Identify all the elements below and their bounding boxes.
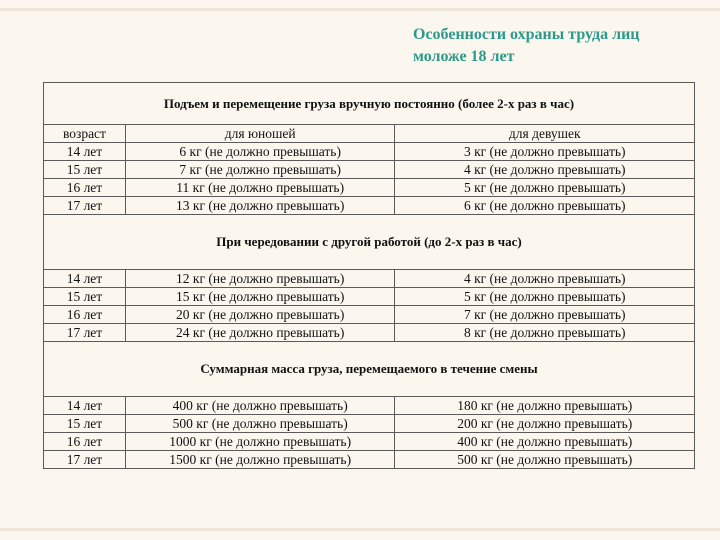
table-row (44, 415, 695, 433)
girls-cell: 4 кг (не должно превышать) (395, 270, 695, 288)
boys-cell: 1000 кг (не должно превышать) (125, 433, 395, 451)
girls-cell: 500 кг (не должно превышать) (395, 451, 695, 469)
age-cell: 15 лет (44, 288, 126, 306)
boys-cell: 1500 кг (не должно превышать) (125, 451, 395, 469)
table-row (44, 143, 695, 161)
boys-cell: 12 кг (не должно превышать) (125, 270, 395, 288)
table-row (44, 197, 695, 215)
girls-cell: 400 кг (не должно превышать) (395, 433, 695, 451)
girls-cell: 5 кг (не должно превышать) (395, 179, 695, 197)
column-header-row (44, 125, 695, 143)
age-cell: 14 лет (44, 397, 126, 415)
boys-cell: 7 кг (не должно превышать) (125, 161, 395, 179)
slide-title-line-1: Особенности охраны труда лиц (413, 26, 640, 43)
column-header-age: возраст (44, 125, 126, 143)
table-row (44, 451, 695, 469)
age-cell: 14 лет (44, 270, 126, 288)
boys-cell: 400 кг (не должно превышать) (125, 397, 395, 415)
age-cell: 17 лет (44, 324, 126, 342)
girls-cell: 180 кг (не должно превышать) (395, 397, 695, 415)
slide-title (413, 24, 713, 68)
table-row (44, 270, 695, 288)
table-row (44, 306, 695, 324)
section-header-row (44, 342, 695, 397)
column-header-girls: для девушек (395, 125, 695, 143)
table-row (44, 397, 695, 415)
boys-cell: 24 кг (не должно превышать) (125, 324, 395, 342)
decorative-stripe (0, 8, 720, 11)
section-header: Подъем и перемещение груза вручную постоянно (более 2-х раз в час) (44, 83, 695, 125)
section-header: Суммарная масса груза, перемещаемого в течение смены (44, 342, 695, 397)
table-row (44, 288, 695, 306)
column-header-boys: для юношей (125, 125, 395, 143)
section-header: При чередовании с другой работой (до 2-х раз в час) (44, 215, 695, 270)
boys-cell: 20 кг (не должно превышать) (125, 306, 395, 324)
decorative-stripe (0, 528, 720, 531)
girls-cell: 7 кг (не должно превышать) (395, 306, 695, 324)
boys-cell: 11 кг (не должно превышать) (125, 179, 395, 197)
section-header-row (44, 215, 695, 270)
boys-cell: 13 кг (не должно превышать) (125, 197, 395, 215)
table-row (44, 324, 695, 342)
girls-cell: 8 кг (не должно превышать) (395, 324, 695, 342)
girls-cell: 3 кг (не должно превышать) (395, 143, 695, 161)
slide-title-line-2: моложе 18 лет (413, 48, 515, 65)
age-cell: 16 лет (44, 306, 126, 324)
boys-cell: 500 кг (не должно превышать) (125, 415, 395, 433)
girls-cell: 5 кг (не должно превышать) (395, 288, 695, 306)
age-cell: 15 лет (44, 161, 126, 179)
age-cell: 16 лет (44, 433, 126, 451)
girls-cell: 200 кг (не должно превышать) (395, 415, 695, 433)
section-header-row (44, 83, 695, 125)
age-cell: 15 лет (44, 415, 126, 433)
table-row (44, 433, 695, 451)
girls-cell: 4 кг (не должно превышать) (395, 161, 695, 179)
labor-norms-table (43, 82, 695, 469)
girls-cell: 6 кг (не должно превышать) (395, 197, 695, 215)
boys-cell: 6 кг (не должно превышать) (125, 143, 395, 161)
age-cell: 17 лет (44, 451, 126, 469)
boys-cell: 15 кг (не должно превышать) (125, 288, 395, 306)
table-row (44, 161, 695, 179)
age-cell: 14 лет (44, 143, 126, 161)
table-row (44, 179, 695, 197)
age-cell: 16 лет (44, 179, 126, 197)
age-cell: 17 лет (44, 197, 126, 215)
